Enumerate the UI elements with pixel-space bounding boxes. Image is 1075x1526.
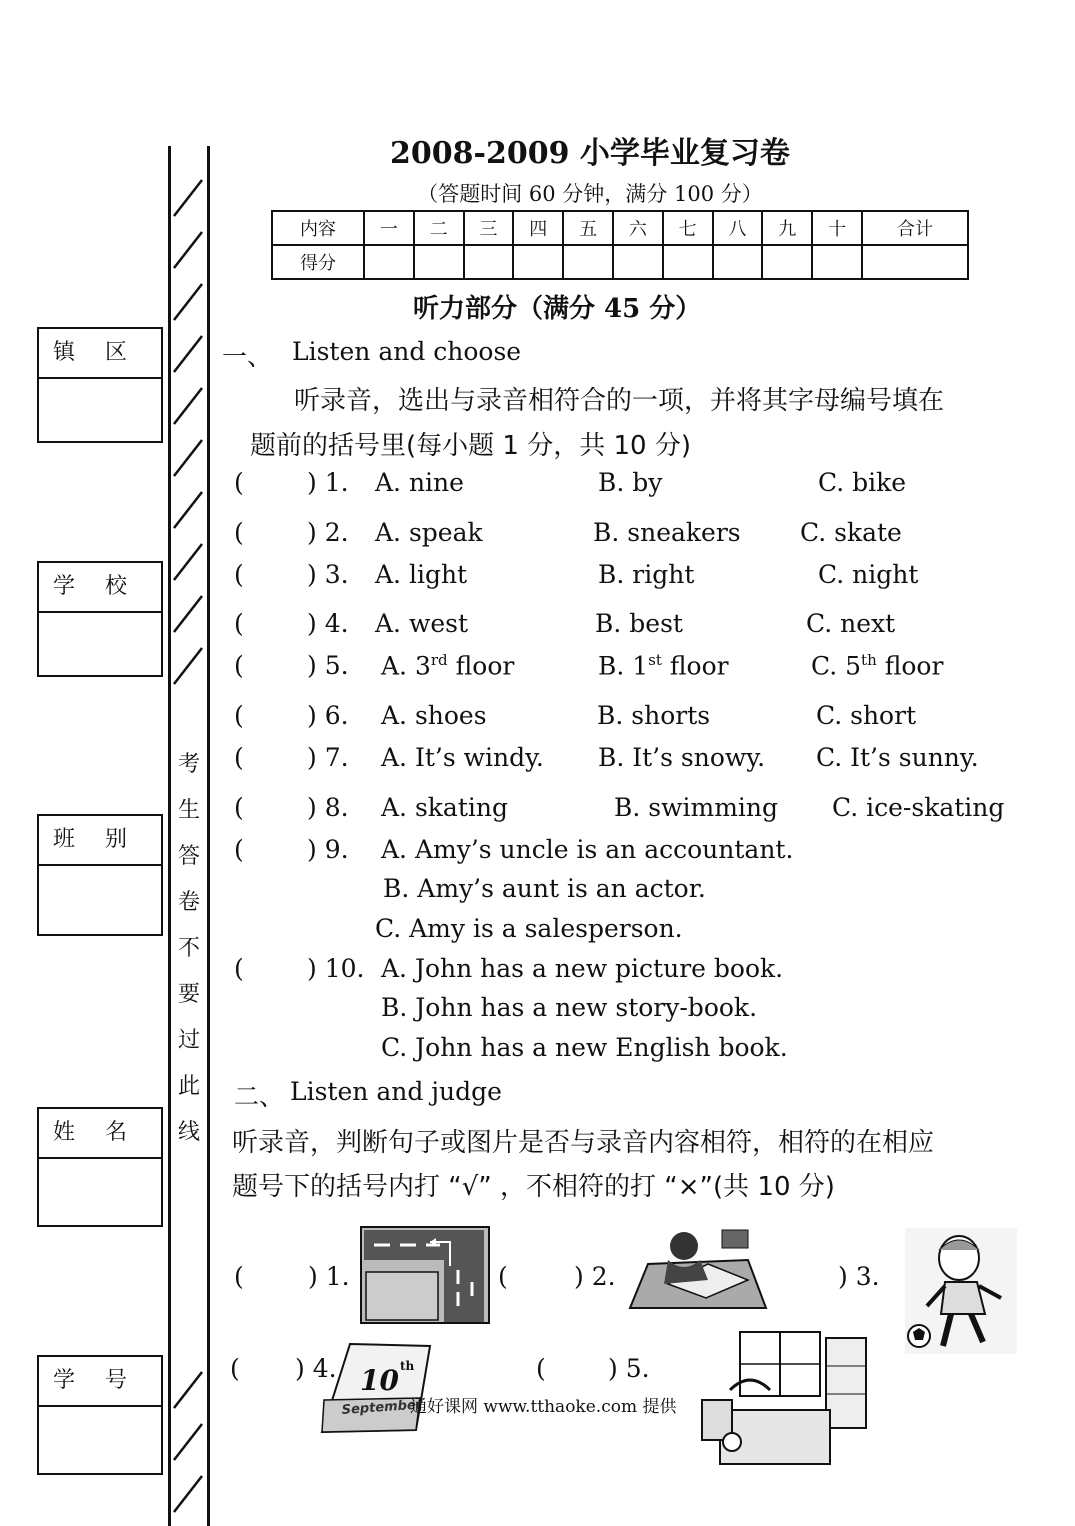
question-8-paren[interactable]: ( — [234, 793, 244, 822]
field-name-blank[interactable] — [39, 1159, 161, 1225]
question-2-option-a[interactable]: A. speak — [375, 518, 483, 547]
judge-2-paren[interactable]: ( — [498, 1262, 508, 1291]
question-10-option-c[interactable]: C. John has a new English book. — [381, 1033, 788, 1062]
binding-warning: 考 生 答 卷 不 要 过 此 线 — [177, 752, 200, 1145]
judge-5-paren[interactable]: ( — [536, 1354, 546, 1383]
judge-2-number: ) 2. — [574, 1262, 616, 1291]
question-3-option-b[interactable]: B. right — [598, 560, 695, 589]
question-1-option-a[interactable]: A. nine — [375, 468, 464, 497]
hatch-line — [174, 388, 202, 424]
question-9-option-b[interactable]: B. Amy’s aunt is an actor. — [383, 874, 706, 903]
question-10-option-a[interactable]: A. John has a new picture book. — [381, 954, 784, 983]
hatch-line — [174, 596, 202, 632]
hatch-line — [174, 336, 202, 372]
question-3-option-a[interactable]: A. light — [375, 560, 468, 589]
question-7-option-c[interactable]: C. It’s sunny. — [816, 743, 979, 772]
section1-title: Listen and choose — [292, 337, 522, 366]
football-boy-picture — [905, 1228, 1017, 1354]
question-8-option-b[interactable]: B. swimming — [614, 793, 779, 822]
field-class — [37, 814, 163, 936]
calendar-day: 10 — [360, 1364, 399, 1397]
hatch-line — [174, 648, 202, 684]
field-school-label: 学校 — [39, 563, 161, 613]
question-6-number: ) 6. — [307, 701, 349, 730]
footer-note: 通好课网 www.tthaoke.com 提供 — [410, 1397, 677, 1417]
question-10-option-b[interactable]: B. John has a new story-book. — [381, 993, 758, 1022]
question-4-option-a[interactable]: A. west — [375, 609, 469, 638]
question-1-paren[interactable]: ( — [234, 468, 244, 497]
field-town-label: 镇区 — [39, 329, 161, 379]
score-table-score-row: 得分 — [272, 245, 968, 279]
question-1-option-b[interactable]: B. by — [598, 468, 663, 497]
section2-number: 二、 — [234, 1082, 285, 1111]
hatch-line — [174, 232, 202, 268]
section2-instruction-line2: 题号下的括号内打 “√” ，不相符的打 “×”(共 10 分) — [232, 1172, 835, 1202]
page-title: 2008-2009 小学毕业复习卷 — [390, 136, 790, 171]
hatch-line — [174, 440, 202, 476]
field-name — [37, 1107, 163, 1227]
question-4-paren[interactable]: ( — [234, 609, 244, 638]
field-school — [37, 561, 163, 677]
field-town — [37, 327, 163, 443]
question-5-paren[interactable]: ( — [234, 651, 244, 680]
field-number-blank[interactable] — [39, 1407, 161, 1473]
street-map-picture — [360, 1226, 490, 1324]
question-6-paren[interactable]: ( — [234, 701, 244, 730]
judge-4-number: ) 4. — [295, 1354, 337, 1383]
reading-person-picture — [628, 1224, 768, 1310]
question-8-option-a[interactable]: A. skating — [381, 793, 508, 822]
hatch-line — [174, 544, 202, 580]
score-table-header-row: 内容 一 二 三 四 五 六 七 八 九 十 合计 — [272, 211, 968, 245]
section1-instruction-line1: 听录音，选出与录音相符合的一项，并将其字母编号填在 — [294, 386, 945, 416]
question-9-number: ) 9. — [307, 835, 349, 864]
question-4-option-b[interactable]: B. best — [595, 609, 683, 638]
hatch-line — [174, 1424, 202, 1460]
section2-title: Listen and judge — [290, 1077, 502, 1106]
field-number — [37, 1355, 163, 1475]
question-4-option-c[interactable]: C. next — [806, 609, 896, 638]
question-9-paren[interactable]: ( — [234, 835, 244, 864]
question-4-number: ) 4. — [307, 609, 349, 638]
question-5-option-b[interactable]: B. 1st floor — [598, 651, 729, 681]
bedroom-picture — [700, 1330, 870, 1470]
question-2-paren[interactable]: ( — [234, 518, 244, 547]
question-8-option-c[interactable]: C. ice-skating — [832, 793, 1005, 822]
question-3-number: ) 3. — [307, 560, 349, 589]
question-6-option-a[interactable]: A. shoes — [381, 701, 487, 730]
section1-number: 一、 — [222, 342, 273, 371]
question-10-number: ) 10. — [307, 954, 365, 983]
field-number-label: 学号 — [39, 1357, 161, 1407]
question-7-number: ) 7. — [307, 743, 349, 772]
calendar-month: September — [341, 1397, 423, 1418]
question-8-number: ) 8. — [307, 793, 349, 822]
section2-instruction-line1: 听录音，判断句子或图片是否与录音内容相符，相符的在相应 — [232, 1128, 935, 1158]
judge-4-paren[interactable]: ( — [230, 1354, 240, 1383]
question-10-paren[interactable]: ( — [234, 954, 244, 983]
field-school-blank[interactable] — [39, 613, 161, 675]
page-subtitle: （答题时间 60 分钟，满分 100 分） — [417, 182, 763, 206]
question-9-option-c[interactable]: C. Amy is a salesperson. — [375, 914, 683, 943]
question-9-option-a[interactable]: A. Amy’s uncle is an accountant. — [381, 835, 794, 864]
field-town-blank[interactable] — [39, 379, 161, 441]
question-2-option-b[interactable]: B. sneakers — [593, 518, 741, 547]
hatch-line — [174, 284, 202, 320]
judge-1-number: ) 1. — [308, 1262, 350, 1291]
question-7-paren[interactable]: ( — [234, 743, 244, 772]
calendar-picture — [320, 1340, 432, 1436]
question-7-option-a[interactable]: A. It’s windy. — [381, 743, 544, 772]
question-5-option-a[interactable]: A. 3rd floor — [381, 651, 515, 681]
question-2-number: ) 2. — [307, 518, 349, 547]
field-class-blank[interactable] — [39, 866, 161, 934]
field-class-label: 班别 — [39, 816, 161, 866]
question-6-option-c[interactable]: C. short — [816, 701, 917, 730]
question-1-option-c[interactable]: C. bike — [818, 468, 907, 497]
hatch-line — [174, 492, 202, 528]
hatch-line — [174, 1476, 202, 1512]
question-3-option-c[interactable]: C. night — [818, 560, 919, 589]
question-5-option-c[interactable]: C. 5th floor — [811, 651, 944, 681]
calendar-day-suffix: th — [400, 1359, 415, 1373]
question-6-option-b[interactable]: B. shorts — [597, 701, 711, 730]
score-table — [271, 210, 969, 280]
question-2-option-c[interactable]: C. skate — [800, 518, 902, 547]
field-name-label: 姓名 — [39, 1109, 161, 1159]
question-7-option-b[interactable]: B. It’s snowy. — [598, 743, 766, 772]
judge-1-paren[interactable]: ( — [234, 1262, 244, 1291]
question-5-number: ) 5. — [307, 651, 349, 680]
question-3-paren[interactable]: ( — [234, 560, 244, 589]
judge-3-number: ) 3. — [838, 1262, 880, 1291]
section1-instruction-line2: 题前的括号里(每小题 1 分，共 10 分) — [250, 431, 691, 461]
judge-5-number: ) 5. — [608, 1354, 650, 1383]
listening-heading: 听力部分（满分 45 分） — [413, 294, 702, 324]
question-1-number: ) 1. — [307, 468, 349, 497]
hatch-line — [174, 1372, 202, 1408]
